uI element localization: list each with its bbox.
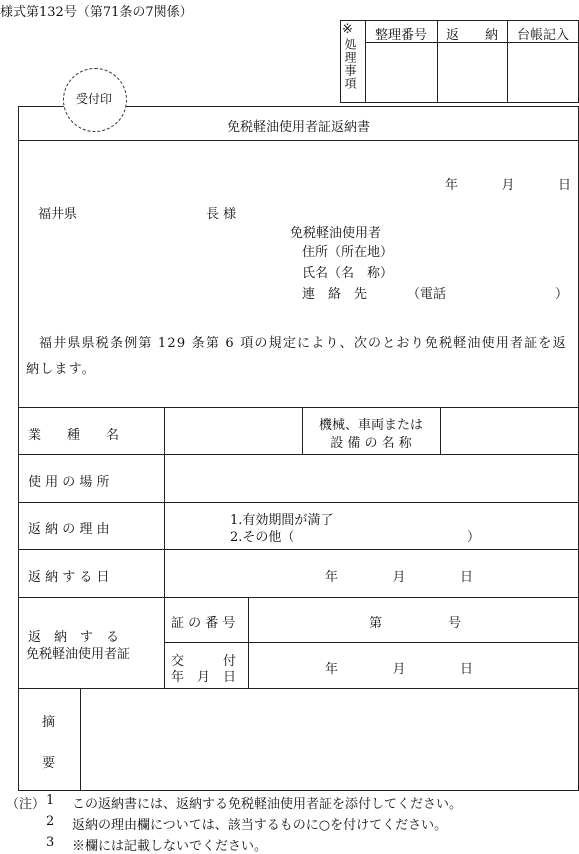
- remarks-label-1: 摘: [42, 715, 56, 730]
- issue-date-year: 年: [325, 662, 339, 677]
- cert-label-1: 返 納 す る: [28, 630, 120, 645]
- office-col-daicho: 台帳記入: [516, 28, 569, 43]
- office-col-seiri: 整理番号: [374, 28, 427, 43]
- issue-date-value: [325, 658, 473, 677]
- issue-label-1: 交 付: [171, 654, 237, 669]
- doc-title: 免税軽油使用者証返納書: [226, 120, 370, 135]
- addressee-pref: 福井県: [38, 207, 78, 222]
- cert-no-dai: 第: [369, 616, 383, 631]
- note-2-text: 返納の理由欄については、該当するものに○を付けてください。: [72, 818, 448, 833]
- remarks-label-2: 要: [42, 756, 56, 771]
- date-year: 年: [445, 178, 459, 193]
- machine-label-2: 設 備 の 名 称: [330, 436, 412, 451]
- reason-label: 返 納 の 理 由: [28, 522, 110, 537]
- place-label: 使 用 の 場 所: [28, 475, 110, 490]
- issue-label-2: 年 月 日: [171, 670, 237, 685]
- reason-option-2-close: ）: [467, 530, 481, 545]
- industry-label: 業 種 名: [28, 428, 120, 443]
- return-date-day: 日: [459, 570, 473, 585]
- note-2-num: 2: [46, 814, 55, 829]
- reason-option-1: 1.有効期間が満了: [230, 513, 334, 528]
- return-date-month: 月: [392, 570, 406, 585]
- note-1-num: 1: [46, 793, 55, 808]
- return-date-year: 年: [325, 570, 339, 585]
- applicant-contact: 連 絡 先: [302, 287, 368, 302]
- body-text: 福井県県税条例第 129 条第 6 項の規定により、次のとおり免税軽油使用者証を返納します。: [26, 336, 567, 377]
- applicant-address: 住所（所在地）: [302, 245, 394, 260]
- note-3-text: ※欄には記載しないでください。: [72, 839, 268, 854]
- cert-label-2: 免税軽油使用者証: [26, 647, 131, 662]
- reception-stamp-label: 受付印: [75, 92, 112, 106]
- note-3-num: 3: [46, 835, 55, 850]
- office-use-title: 処理事項: [343, 38, 357, 90]
- cert-no-value: [369, 612, 461, 631]
- office-use-mark: ※: [342, 22, 353, 37]
- office-col-henno: 返 納: [445, 28, 498, 43]
- notes-prefix: （注）: [6, 797, 46, 812]
- issue-date-day: 日: [459, 662, 473, 677]
- machine-label-1: 機械、車両または: [318, 418, 423, 433]
- date-month: 月: [501, 178, 515, 193]
- applicant-phone-close: ）: [555, 287, 569, 302]
- addressee-suffix: 長 様: [206, 207, 237, 222]
- applicant-phone: （電話: [407, 287, 447, 302]
- reason-option-2: 2.その他（: [230, 530, 295, 545]
- date-day: 日: [557, 178, 571, 193]
- form-id: 様式第132号（第71条の7関係）: [0, 5, 193, 20]
- cert-no-label: 証 の 番 号: [171, 616, 236, 631]
- note-1-text: この返納書には、返納する免税軽油使用者証を添付してください。: [72, 797, 463, 812]
- submission-date: [445, 174, 571, 193]
- cert-no-go: 号: [447, 616, 461, 631]
- return-date-value: [325, 566, 473, 585]
- issue-date-month: 月: [392, 662, 406, 677]
- return-date-label: 返 納 す る 日: [28, 570, 110, 585]
- applicant-name: 氏名（名 称）: [302, 266, 394, 281]
- applicant-heading: 免税軽油使用者: [290, 226, 382, 241]
